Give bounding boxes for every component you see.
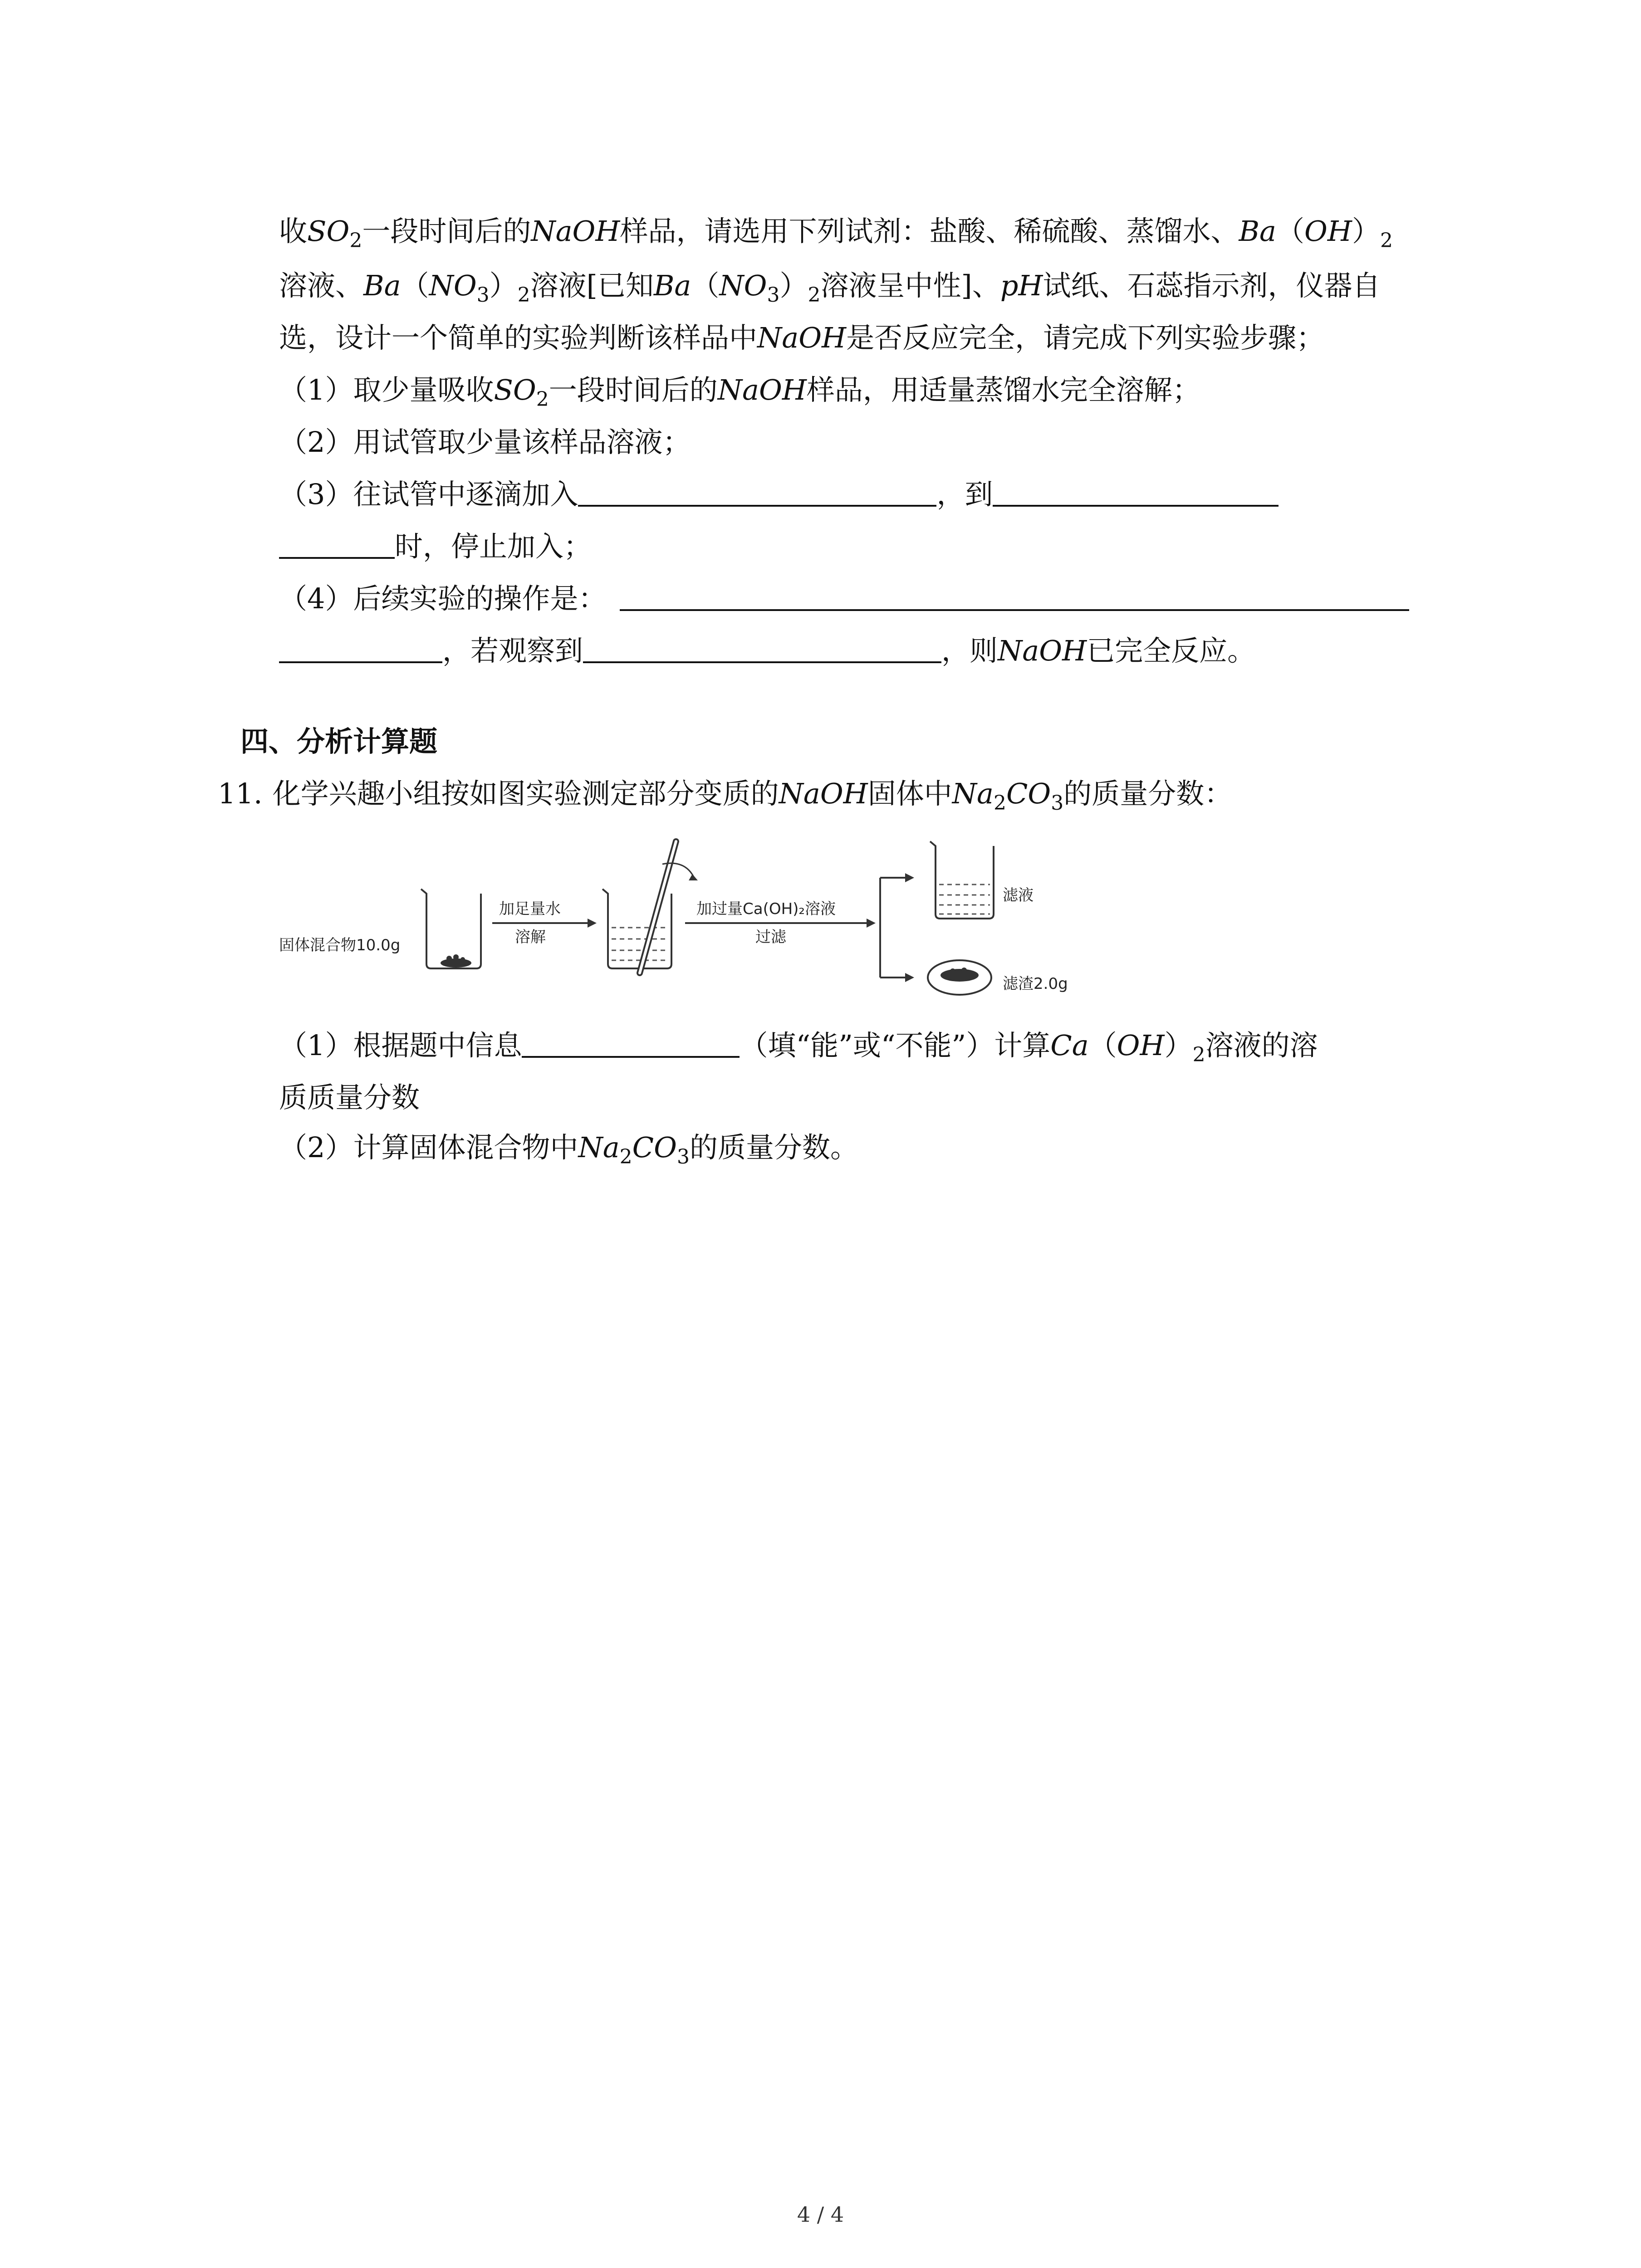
formula: Na <box>578 1131 620 1164</box>
formula: SO <box>494 373 536 406</box>
subscript: 3 <box>676 1145 690 1168</box>
text: 的质量分数： <box>1063 777 1233 810</box>
text: ） <box>779 269 808 302</box>
experiment-diagram <box>277 837 1093 1014</box>
filtrate-level-icon <box>939 885 990 914</box>
solid-mixture-label: 固体混合物10.0g <box>279 936 401 954</box>
answer-blank[interactable] <box>620 582 1409 611</box>
question-11-part-1 <box>279 1027 1318 1064</box>
text: 已完全反应。 <box>1087 634 1256 667</box>
text: （ <box>1088 1029 1117 1062</box>
text: ） <box>1352 215 1380 248</box>
question-number: 11. <box>218 777 263 810</box>
question-11 <box>218 776 1233 815</box>
text-line-1 <box>279 213 1393 252</box>
step-2 <box>279 424 691 460</box>
formula: OH <box>1117 1029 1165 1062</box>
answer-blank[interactable] <box>279 530 395 559</box>
text: 溶液呈中性]、 <box>820 269 1000 302</box>
question-11-part-1-cont <box>279 1080 420 1116</box>
text: 一段时间后的 <box>549 373 718 406</box>
text: 收 <box>279 215 308 248</box>
formula: pH <box>1000 269 1043 302</box>
text: （2）用试管取少量该样品溶液； <box>279 425 691 459</box>
formula: CO <box>632 1131 677 1164</box>
residue-arrow-head <box>905 973 914 982</box>
step-1-label-top: 加足量水 <box>499 900 561 918</box>
subscript: 2 <box>1192 1043 1205 1066</box>
formula: NO <box>719 269 767 302</box>
text-line-2 <box>279 268 1381 307</box>
text: （填“能”或“不能”）计算 <box>740 1029 1051 1062</box>
subscript: 2 <box>536 388 549 411</box>
answer-blank[interactable] <box>279 634 442 663</box>
text: 溶液[已知 <box>530 269 654 302</box>
subscript: 2 <box>993 792 1006 815</box>
branch-arrows <box>880 878 905 978</box>
answer-blank[interactable] <box>993 478 1279 507</box>
formula: NaOH <box>717 373 807 406</box>
section-heading: 四、分析计算题 <box>240 725 438 758</box>
text: ） <box>489 269 518 302</box>
text: 试纸、石蕊指示剂，仪器自 <box>1043 269 1381 302</box>
text: ，则 <box>941 634 998 667</box>
text-line-3 <box>279 320 1324 356</box>
subscript: 2 <box>349 229 362 252</box>
formula: Ba <box>653 269 691 302</box>
answer-blank[interactable] <box>583 634 941 663</box>
step-3 <box>279 476 1279 513</box>
filtrate-beaker-icon <box>930 841 994 919</box>
step-3-cont <box>279 528 592 565</box>
subscript: 3 <box>1051 792 1064 815</box>
formula: NaOH <box>998 634 1087 667</box>
text: 一段时间后的 <box>362 215 531 248</box>
filtrate-arrow-head <box>905 873 914 882</box>
residue-dish-icon <box>928 960 991 995</box>
subscript: 2 <box>808 284 821 307</box>
residue-label: 滤渣2.0g <box>1003 975 1068 993</box>
formula: OH <box>1304 215 1352 248</box>
text: （4）后续实验的操作是： <box>279 582 607 615</box>
formula: Ba <box>363 269 401 302</box>
text: 质质量分数 <box>279 1081 420 1114</box>
subscript: 2 <box>1380 229 1393 252</box>
text: ，到 <box>936 478 993 511</box>
text: （ <box>401 269 429 302</box>
text: 是否反应完全，请完成下列实验步骤； <box>846 321 1325 354</box>
text: （ <box>691 269 720 302</box>
arrow-1-head <box>588 919 597 928</box>
text: 时，停止加入； <box>395 530 592 563</box>
step-4 <box>279 581 1409 617</box>
text: 选，设计一个简单的实验判断该样品中 <box>279 321 758 354</box>
step-2-label-top: 加过量Ca(OH)₂溶液 <box>696 900 836 918</box>
text: 溶液、 <box>279 269 364 302</box>
solid-pile-icon <box>441 954 471 968</box>
subscript: 2 <box>619 1145 632 1168</box>
filtrate-label: 滤液 <box>1003 886 1034 904</box>
step-1 <box>279 372 1200 411</box>
formula: NO <box>429 269 477 302</box>
solution-level-icon <box>612 928 668 960</box>
text: （ <box>1276 215 1305 248</box>
text: 溶液的溶 <box>1205 1029 1318 1062</box>
answer-blank[interactable] <box>578 478 936 507</box>
subscript: 3 <box>767 284 780 307</box>
formula: NaOH <box>779 777 868 810</box>
page-number: 4 / 4 <box>797 2202 844 2227</box>
formula: NaOH <box>531 215 620 248</box>
text: （1）根据题中信息 <box>279 1029 522 1062</box>
step-2-label-bottom: 过滤 <box>755 928 786 946</box>
text: 样品，请选用下列试剂：盐酸、稀硫酸、蒸馏水、 <box>620 215 1239 248</box>
text: （1）取少量吸收 <box>279 373 494 406</box>
formula: CO <box>1006 777 1051 810</box>
text: （3）往试管中逐滴加入 <box>279 478 578 511</box>
text: 的质量分数。 <box>689 1131 858 1164</box>
formula: NaOH <box>757 321 847 354</box>
subscript: 3 <box>476 284 490 307</box>
step-4-cont <box>279 633 1255 669</box>
answer-blank[interactable] <box>522 1029 740 1058</box>
question-11-part-2 <box>279 1129 858 1166</box>
text: （2）计算固体混合物中 <box>279 1131 578 1164</box>
text: 化学兴趣小组按如图实验测定部分变质的 <box>272 777 779 810</box>
formula: Ba <box>1239 215 1277 248</box>
formula: SO <box>307 215 350 248</box>
formula: Ca <box>1050 1029 1089 1062</box>
text: ，若观察到 <box>442 634 583 667</box>
stirring-rod-icon <box>640 841 698 973</box>
subscript: 2 <box>517 284 530 307</box>
text: 样品，用适量蒸馏水完全溶解； <box>806 373 1200 406</box>
formula: Na <box>952 777 994 810</box>
arrow-2-head <box>867 919 876 928</box>
text: 固体中 <box>867 777 952 810</box>
step-1-label-bottom: 溶解 <box>515 928 546 946</box>
text: ） <box>1164 1029 1193 1062</box>
